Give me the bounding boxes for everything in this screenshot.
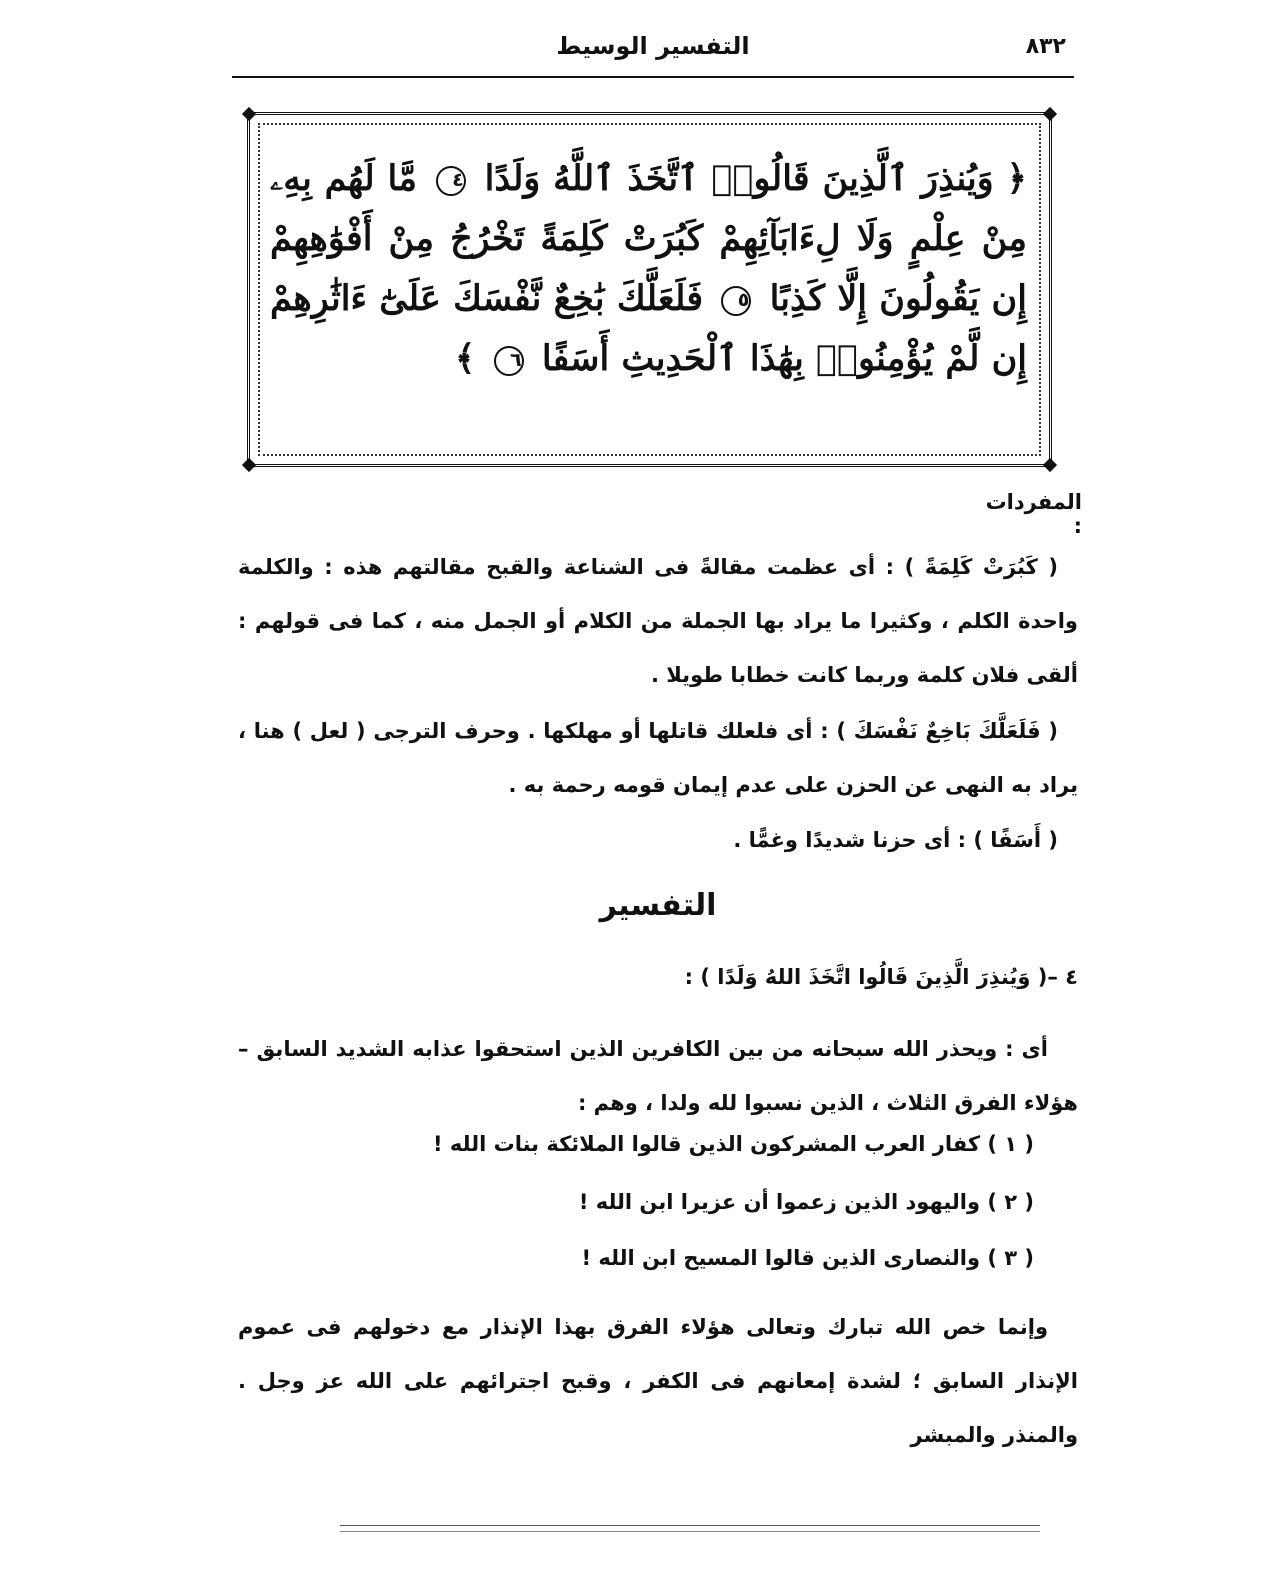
vocabulary-entry: ( فَلَعَلَّكَ بَاخِعٌ نَفْسَكَ ) : أى فلعلك قاتلها أو مهلكها . وحرف الترجى ( لعل ) هنا ، يراد به النهى عن الحزن على عدم إيمان قومه رحمة به . <box>238 719 1078 797</box>
verse-line: عِلْمٍ وَلَا لِءَابَآئِهِمْ كَبُرَتْ كَلِمَةً تَخْرُجُ مِنْ أَفْوَٰهِهِمْ إِن <box>270 218 1027 319</box>
ayah-number-marker: ٤ <box>436 166 466 196</box>
verse-line: مَّا لَهُم بِهِۦ مِنْ <box>270 158 1028 259</box>
vocabulary-entry: ( كَبُرَتْ كَلِمَةً ) : أى عظمت مقالةً فى الشناعة والقبح مقالتهم هذه : والكلمة واحدة الكلم ، وكثيرا ما يراد بها الجملة من الكلام أو الجمل منه ، كما فى قولهم : ألقى فلان كلمة وربما كانت خطابا طويلا . <box>238 555 1078 687</box>
tafsir-verse-reference: ٤ –( وَيُنذِرَ الَّذِينَ قَالُوا اتَّخَذَ اللهُ وَلَدًا ) : <box>684 965 1078 989</box>
vocabulary-entry: ( أَسَفًا ) : أى حزنا شديدًا وغمًّا . <box>733 828 1058 852</box>
verse-line: فَلَعَلَّكَ بَٰخِعٌ نَّفْسَكَ عَلَىٰٓ ءَاثَٰرِهِمْ إِن <box>270 278 1027 379</box>
frame-ornament <box>1043 107 1057 121</box>
ayah-number-marker: ٥ <box>721 286 751 316</box>
verse-line: ﴿ وَيُنذِرَ ٱلَّذِينَ قَالُوا۟ ٱتَّخَذَ ٱللَّهُ وَلَدًا <box>484 158 1027 199</box>
frame-ornament <box>242 107 256 121</box>
list-item: ( ٢ ) واليهود الذين زعموا أن عزيرا ابن الله ! <box>578 1190 1034 1214</box>
quran-verse-frame <box>247 112 1052 467</box>
list-item: ( ٣ ) والنصارى الذين قالوا المسيح ابن الله ! <box>581 1246 1034 1270</box>
page-number: ٨٣٢ <box>1025 34 1066 59</box>
footer-divider <box>340 1531 1040 1532</box>
footer-divider <box>340 1525 1040 1526</box>
tafsir-paragraph: أى : ويحذر الله سبحانه من بين الكافرين الذين استحقوا عذابه الشديد السابق – هؤلاء الفرق الثلاث ، الذين نسبوا لله ولدا ، وهم : <box>238 1037 1078 1115</box>
vocabulary-heading: المفردات : <box>985 490 1082 538</box>
verse-line: لَّمْ يُؤْمِنُوا۟ بِهَٰذَا ٱلْحَدِيثِ أَسَفًا <box>541 338 980 379</box>
tafsir-heading: التفسير <box>599 888 717 923</box>
tafsir-paragraph: وإنما خص الله تبارك وتعالى هؤلاء الفرق بهذا الإنذار مع دخولهم فى عموم الإنذار السابق ؛ لشدة إمعانهم فى الكفر ، وقبح اجترائهم على الله عز وجل . والمنذر والمبشر <box>238 1315 1078 1447</box>
quran-verse-text <box>270 149 1027 389</box>
frame-ornament <box>242 458 256 472</box>
book-title: التفسير الوسيط <box>556 32 750 60</box>
ayah-number-marker: ٦ <box>494 346 524 376</box>
list-item: ( ١ ) كفار العرب المشركون الذين قالوا الملائكة بنات الله ! <box>433 1132 1034 1156</box>
verse-line: يَقُولُونَ إِلَّا كَذِبًا <box>769 278 980 319</box>
running-header <box>232 30 1074 78</box>
frame-ornament <box>1043 458 1057 472</box>
verse-close-bracket: ﴾ <box>454 338 476 379</box>
